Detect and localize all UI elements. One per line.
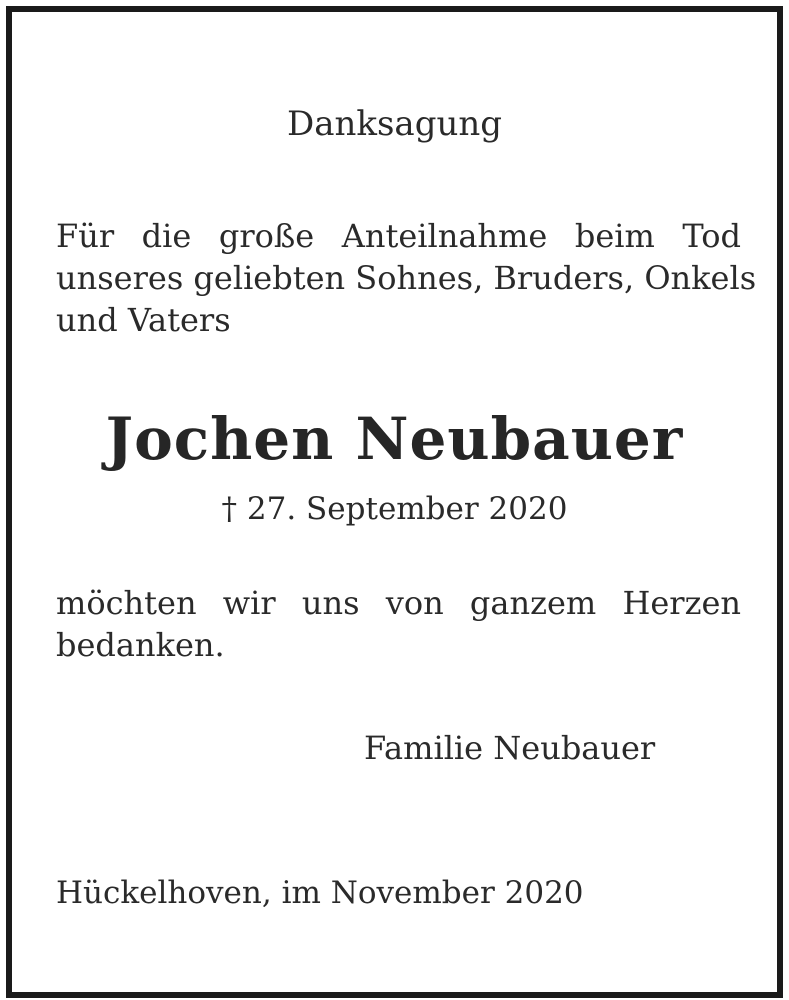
intro-paragraph bbox=[56, 215, 757, 341]
intro-line: unseres geliebten Sohnes, Bruders, Onkels bbox=[56, 259, 757, 297]
intro-line: Für die große Anteilnahme beim Tod bbox=[56, 217, 741, 255]
deceased-name: Jochen Neubauer bbox=[105, 405, 684, 473]
intro-line: und Vaters bbox=[56, 301, 231, 339]
family-signature: Familie Neubauer bbox=[364, 729, 656, 767]
notice-heading: Danksagung bbox=[286, 104, 503, 144]
closing-line: möchten wir uns von ganzem Herzen bbox=[56, 584, 741, 622]
notice-frame bbox=[6, 6, 783, 998]
closing-line: bedanken. bbox=[56, 626, 225, 664]
place-date: Hückelhoven, im November 2020 bbox=[56, 875, 584, 911]
closing-paragraph bbox=[56, 582, 741, 666]
death-date: † 27. September 2020 bbox=[221, 491, 568, 527]
